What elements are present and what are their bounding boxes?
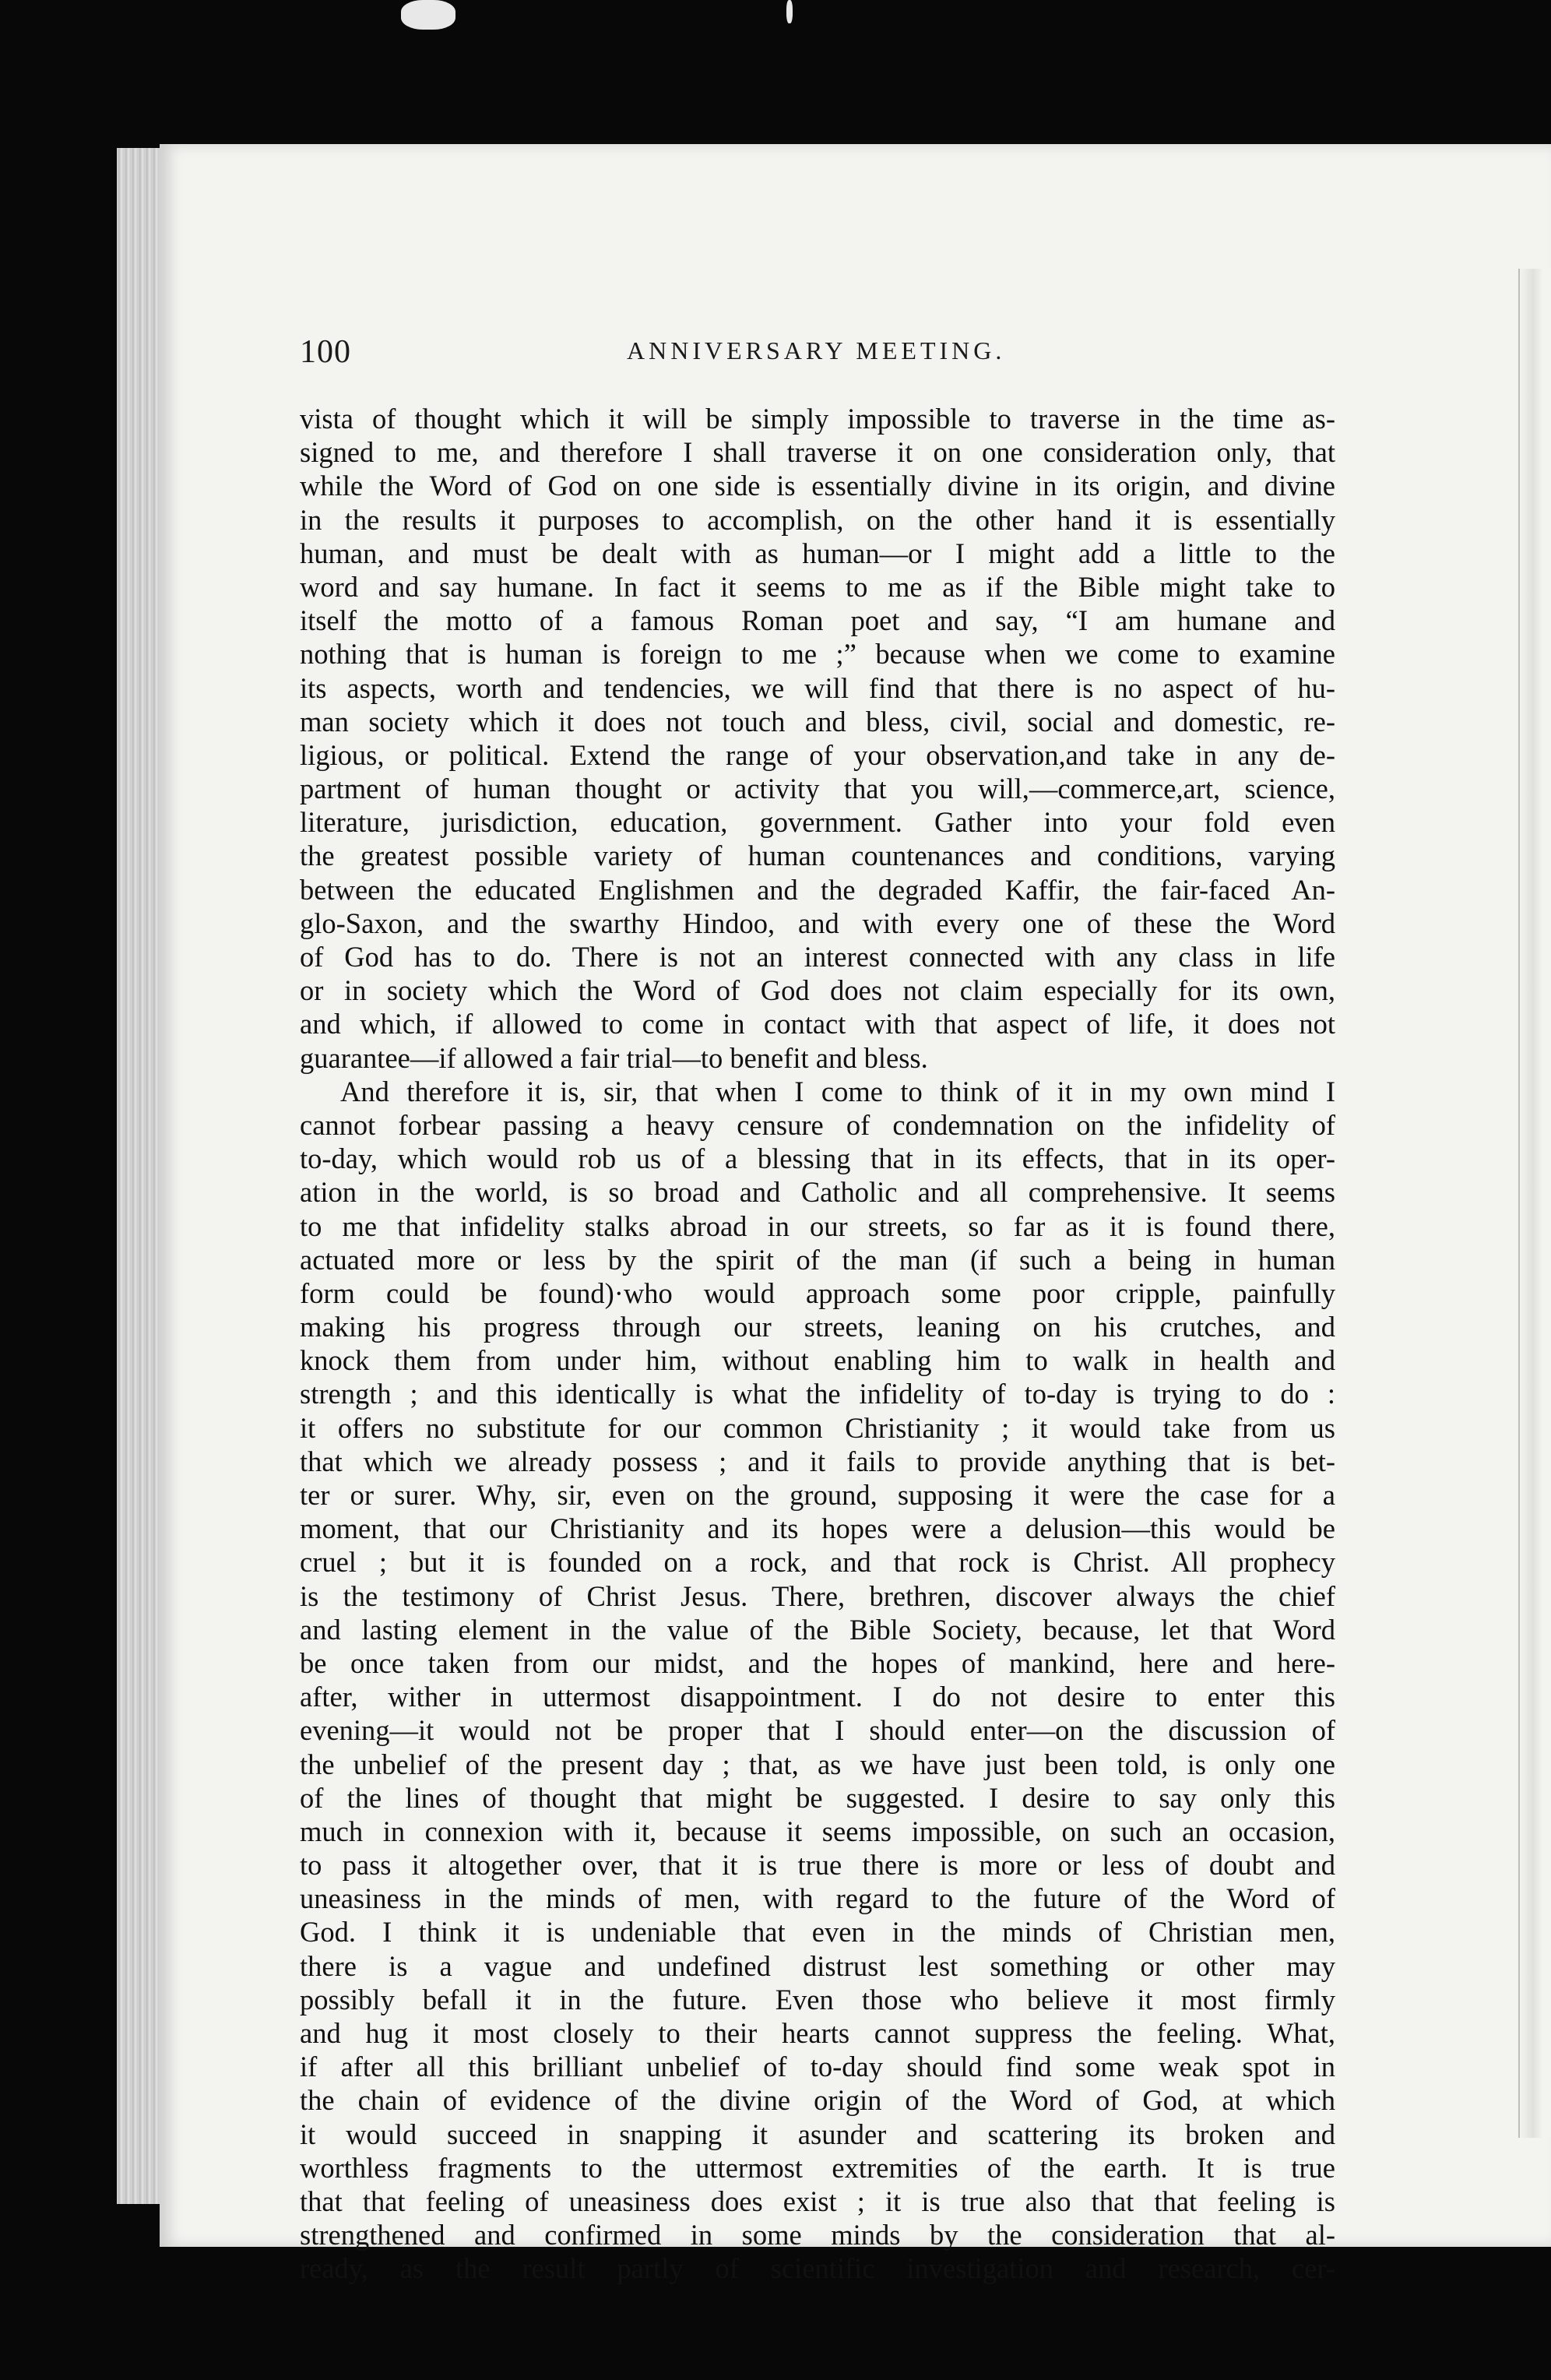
text-line: God. I think it is undeniable that even in the minds of Christian men, [300,1916,1335,1949]
text-line: moment, that our Christianity and its hopes were a delusion—this would be [300,1512,1335,1545]
text-line: evening—it would not be proper that I should enter—on the discussion of [300,1714,1335,1747]
text-line: worthless fragments to the uttermost extremities of the earth. It is true [300,2151,1335,2184]
text-line: it offers no substitute for our common Christianity ; it would take from us [300,1411,1335,1444]
text-line: be once taken from our midst, and the hopes of mankind, here and here- [300,1646,1335,1679]
text-line: guarantee—if allowed a fair trial—to benefit and bless. [300,1041,928,1074]
text-line: And therefore it is, sir, that when I come to think of it in my own mind I [340,1075,1335,1107]
facing-page-edge [1518,269,1551,2138]
text-line: to-day, which would rob us of a blessing that in its effects, that in its oper- [300,1142,1335,1175]
running-title: ANNIVERSARY MEETING. [627,336,1006,364]
text-line: to me that infidelity stalks abroad in our streets, so far as it is found there, [300,1209,1335,1242]
text-line: much in connexion with it, because it seems impossible, on such an occasion, [300,1815,1335,1847]
page-number: 100 [300,334,351,370]
text-line: human, and must be dealt with as human—or I might add a little to the [300,537,1335,569]
text-line: uneasiness in the minds of men, with regard to the future of the Word of [300,1882,1335,1915]
scan-mark-left [401,0,455,30]
text-line: man society which it does not touch and bless, civil, social and domestic, re- [300,705,1335,738]
text-line: glo-Saxon, and the swarthy Hindoo, and with every one of these the Word [300,907,1335,939]
text-line: word and say humane. In fact it seems to me as if the Bible might take to [300,570,1335,603]
text-line: nothing that is human is foreign to me ;” because when we come to examine [300,638,1335,671]
text-line: cruel ; but it is founded on a rock, and that rock is Christ. All prophecy [300,1546,1335,1579]
text-line: if after all this brilliant unbelief of to-day should find some weak spot in [300,2051,1335,2083]
text-line: while the Word of God on one side is essentially divine in its origin, and divine [300,470,1335,502]
text-line: or in society which the Word of God does not claim especially for its own, [300,974,1335,1007]
text-line: and lasting element in the value of the Bible Society, because, let that Word [300,1613,1335,1646]
text-line: strengthened and confirmed in some minds by the consideration that al- [300,2219,1335,2251]
text-line: and hug it most closely to their hearts cannot suppress the feeling. What, [300,2017,1335,2049]
text-line: of God has to do. There is not an interest connected with any class in life [300,941,1335,973]
text-line: the greatest possible variety of human countenances and conditions, varying [300,840,1335,872]
text-line: form could be found)·who would approach some poor cripple, painfully [300,1276,1335,1309]
text-line: knock them from under him, without enabling him to walk in health and [300,1344,1335,1377]
text-line: possibly befall it in the future. Even those who believe it most firmly [300,1983,1335,2016]
text-line: and which, if allowed to come in contact with that aspect of life, it does not [300,1008,1335,1040]
text-line: literature, jurisdiction, education, government. Gather into your fold even [300,806,1335,839]
text-line: is the testimony of Christ Jesus. There, brethren, discover always the chief [300,1579,1335,1612]
text-line: strength ; and this identically is what the infidelity of to-day is trying to do : [300,1378,1335,1410]
body-text [300,402,1335,2286]
running-head [300,333,1335,380]
text-line: between the educated Englishmen and the degraded Kaffir, the fair-faced An- [300,873,1335,906]
scan-mark-right [786,0,793,23]
text-line: making his progress through our streets, leaning on his crutches, and [300,1311,1335,1343]
text-line: ready, as the result partly of scientific investigation and research, cer- [300,2252,1335,2285]
text-line: ation in the world, is so broad and Catholic and all comprehensive. It seems [300,1176,1335,1209]
text-line: ter or surer. Why, sir, even on the ground, supposing it were the case for a [300,1479,1335,1511]
text-line: ligious, or political. Extend the range of your observation,and take in any de- [300,738,1335,771]
text-line: partment of human thought or activity that you will,—commerce,art, science, [300,773,1335,805]
text-line: in the results it purposes to accomplish, on the other hand it is essentially [300,503,1335,536]
text-line: that that feeling of uneasiness does exist ; it is true also that that feeling is [300,2185,1335,2217]
text-line: the unbelief of the present day ; that, as we have just been told, is only one [300,1748,1335,1780]
text-line: its aspects, worth and tendencies, we will find that there is no aspect of hu- [300,671,1335,704]
text-line: signed to me, and therefore I shall traverse it on one consideration only, that [300,436,1335,469]
text-line: itself the motto of a famous Roman poet and say, “I am humane and [300,604,1335,637]
text-line: the chain of evidence of the divine origin of the Word of God, at which [300,2084,1335,2117]
text-line: that which we already possess ; and it fails to provide anything that is bet- [300,1445,1335,1477]
text-line: to pass it altogether over, that it is true there is more or less of doubt and [300,1849,1335,1882]
text-line: it would succeed in snapping it asunder and scattering its broken and [300,2118,1335,2150]
text-line: after, wither in uttermost disappointment. I do not desire to enter this [300,1681,1335,1713]
text-line: of the lines of thought that might be suggested. I desire to say only this [300,1781,1335,1814]
text-line: vista of thought which it will be simply impossible to traverse in the time as- [300,403,1335,435]
text-line: actuated more or less by the spirit of the man (if such a being in human [300,1243,1335,1276]
text-line: cannot forbear passing a heavy censure of condemnation on the infidelity of [300,1108,1335,1141]
text-line: there is a vague and undefined distrust lest something or other may [300,1949,1335,1982]
